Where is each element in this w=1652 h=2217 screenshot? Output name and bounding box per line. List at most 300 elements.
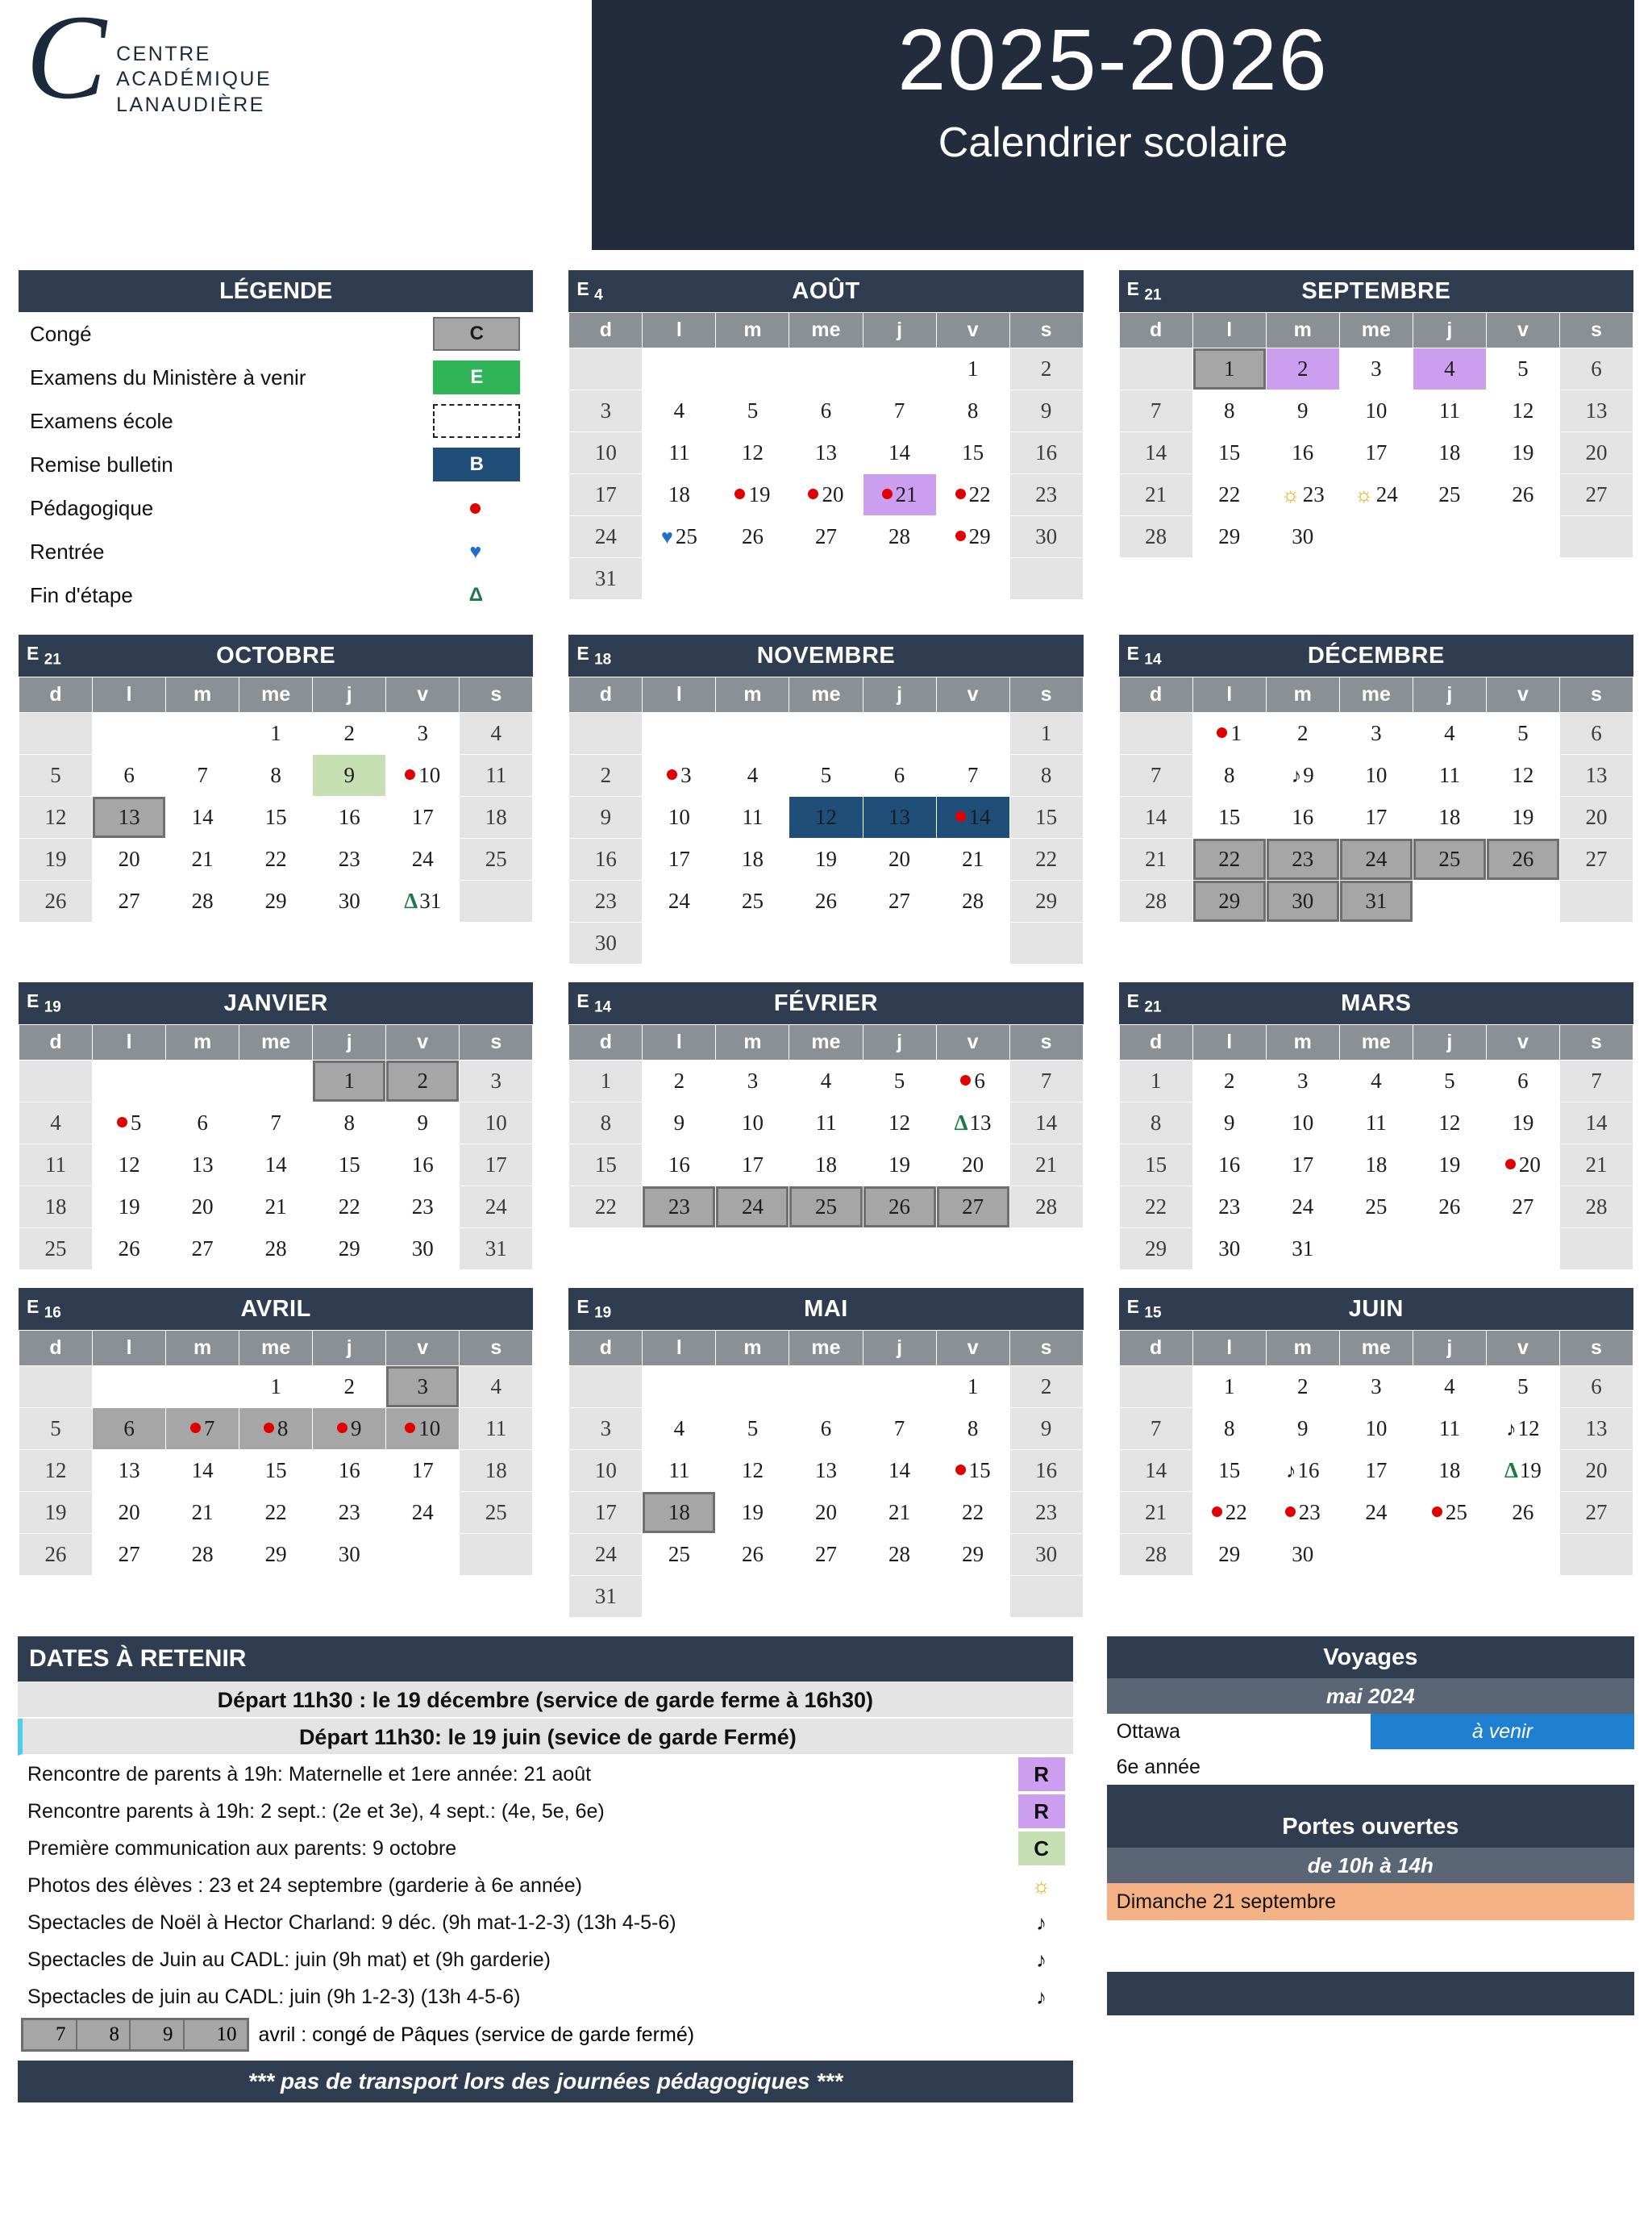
day-cell[interactable] [1559,1492,1633,1534]
day-cell[interactable] [1192,1408,1266,1450]
day-cell[interactable] [313,881,386,923]
day-cell[interactable] [1339,390,1413,432]
day-cell[interactable] [460,1408,533,1450]
day-cell[interactable] [460,839,533,881]
day-cell[interactable] [460,797,533,839]
day-cell[interactable] [1339,1450,1413,1492]
day-cell[interactable] [1339,474,1413,516]
day-cell[interactable] [1266,1408,1339,1450]
day-cell[interactable] [863,1408,936,1450]
day-cell[interactable] [643,516,716,558]
day-cell[interactable] [863,839,936,881]
day-cell[interactable] [1266,713,1339,755]
day-cell[interactable] [1413,432,1486,474]
day-cell[interactable] [1339,755,1413,797]
day-cell[interactable] [313,1102,386,1144]
day-cell[interactable] [863,881,936,923]
day-cell[interactable] [863,1061,936,1102]
day-cell[interactable] [1192,881,1266,923]
day-cell[interactable] [1009,1186,1083,1228]
day-cell[interactable] [1192,432,1266,474]
day-cell[interactable] [1009,797,1083,839]
day-cell[interactable] [1009,432,1083,474]
day-cell[interactable] [936,755,1009,797]
day-cell[interactable] [239,755,313,797]
day-cell[interactable] [313,1450,386,1492]
day-cell[interactable] [1559,713,1633,755]
day-cell[interactable] [1339,1186,1413,1228]
day-cell[interactable] [386,1186,460,1228]
day-cell[interactable] [1119,797,1192,839]
day-cell[interactable] [936,1534,1009,1576]
day-cell[interactable] [1119,1492,1192,1534]
day-cell[interactable] [716,474,789,516]
day-cell[interactable] [239,1408,313,1450]
day-cell[interactable] [569,1102,643,1144]
day-cell[interactable] [1119,1186,1192,1228]
day-cell[interactable] [1119,390,1192,432]
day-cell[interactable] [460,1450,533,1492]
day-cell[interactable] [936,1102,1009,1144]
day-cell[interactable] [1009,1061,1083,1102]
day-cell[interactable] [19,839,93,881]
day-cell[interactable] [863,1450,936,1492]
day-cell[interactable] [1559,1450,1633,1492]
day-cell[interactable] [1009,1144,1083,1186]
day-cell[interactable] [936,1366,1009,1408]
day-cell[interactable] [1486,797,1559,839]
day-cell[interactable] [460,1144,533,1186]
day-cell[interactable] [239,1450,313,1492]
day-cell[interactable] [789,1408,863,1450]
day-cell[interactable] [1413,713,1486,755]
day-cell[interactable] [936,1492,1009,1534]
day-cell[interactable] [166,1186,239,1228]
day-cell[interactable] [1266,1534,1339,1576]
day-cell[interactable] [716,390,789,432]
day-cell[interactable] [789,1061,863,1102]
day-cell[interactable] [863,1186,936,1228]
day-cell[interactable] [863,797,936,839]
day-cell[interactable] [1486,432,1559,474]
day-cell[interactable] [239,1102,313,1144]
day-cell[interactable] [1559,1144,1633,1186]
day-cell[interactable] [93,1408,166,1450]
day-cell[interactable] [1192,1534,1266,1576]
day-cell[interactable] [936,474,1009,516]
day-cell[interactable] [386,1450,460,1492]
day-cell[interactable] [313,1228,386,1270]
day-cell[interactable] [1119,1408,1192,1450]
day-cell[interactable] [643,1450,716,1492]
day-cell[interactable] [1009,1366,1083,1408]
day-cell[interactable] [1266,1492,1339,1534]
day-cell[interactable] [1266,474,1339,516]
day-cell[interactable] [936,1450,1009,1492]
day-cell[interactable] [1266,1186,1339,1228]
day-cell[interactable] [93,1102,166,1144]
day-cell[interactable] [643,839,716,881]
day-cell[interactable] [93,1144,166,1186]
day-cell[interactable] [19,1492,93,1534]
day-cell[interactable] [1486,1450,1559,1492]
day-cell[interactable] [19,1228,93,1270]
day-cell[interactable] [716,755,789,797]
day-cell[interactable] [569,474,643,516]
day-cell[interactable] [1119,432,1192,474]
day-cell[interactable] [1413,1102,1486,1144]
day-cell[interactable] [460,1061,533,1102]
day-cell[interactable] [166,1228,239,1270]
day-cell[interactable] [1486,1186,1559,1228]
day-cell[interactable] [789,797,863,839]
day-cell[interactable] [569,1144,643,1186]
day-cell[interactable] [1192,797,1266,839]
day-cell[interactable] [1119,1534,1192,1576]
day-cell[interactable] [460,1186,533,1228]
day-cell[interactable] [863,516,936,558]
day-cell[interactable] [313,1186,386,1228]
day-cell[interactable] [863,1492,936,1534]
day-cell[interactable] [19,1450,93,1492]
day-cell[interactable] [386,839,460,881]
day-cell[interactable] [1009,390,1083,432]
day-cell[interactable] [93,839,166,881]
day-cell[interactable] [93,1450,166,1492]
day-cell[interactable] [936,432,1009,474]
day-cell[interactable] [313,755,386,797]
day-cell[interactable] [936,797,1009,839]
day-cell[interactable] [643,474,716,516]
day-cell[interactable] [1266,1228,1339,1270]
day-cell[interactable] [313,1408,386,1450]
day-cell[interactable] [1192,1366,1266,1408]
day-cell[interactable] [460,713,533,755]
day-cell[interactable] [1266,1450,1339,1492]
day-cell[interactable] [1413,1408,1486,1450]
day-cell[interactable] [166,1450,239,1492]
day-cell[interactable] [1009,1450,1083,1492]
day-cell[interactable] [1192,390,1266,432]
day-cell[interactable] [19,881,93,923]
day-cell[interactable] [1339,1366,1413,1408]
day-cell[interactable] [1192,1144,1266,1186]
day-cell[interactable] [460,1366,533,1408]
day-cell[interactable] [1559,390,1633,432]
day-cell[interactable] [460,1228,533,1270]
day-cell[interactable] [386,1408,460,1450]
day-cell[interactable] [1192,1228,1266,1270]
day-cell[interactable] [386,1144,460,1186]
day-cell[interactable] [1486,1102,1559,1144]
day-cell[interactable] [643,1408,716,1450]
day-cell[interactable] [643,797,716,839]
day-cell[interactable] [1266,432,1339,474]
day-cell[interactable] [313,1534,386,1576]
day-cell[interactable] [1413,390,1486,432]
day-cell[interactable] [1486,755,1559,797]
day-cell[interactable] [1266,797,1339,839]
day-cell[interactable] [1559,432,1633,474]
day-cell[interactable] [936,1186,1009,1228]
day-cell[interactable] [1009,755,1083,797]
day-cell[interactable] [569,558,643,600]
day-cell[interactable] [386,797,460,839]
day-cell[interactable] [863,474,936,516]
day-cell[interactable] [643,390,716,432]
day-cell[interactable] [789,1450,863,1492]
day-cell[interactable] [239,1186,313,1228]
day-cell[interactable] [1119,516,1192,558]
day-cell[interactable] [1266,1061,1339,1102]
day-cell[interactable] [789,1102,863,1144]
day-cell[interactable] [166,1102,239,1144]
day-cell[interactable] [1339,839,1413,881]
day-cell[interactable] [1413,1144,1486,1186]
day-cell[interactable] [313,839,386,881]
day-cell[interactable] [93,1186,166,1228]
day-cell[interactable] [1559,1366,1633,1408]
day-cell[interactable] [1192,1061,1266,1102]
day-cell[interactable] [569,839,643,881]
day-cell[interactable] [313,1061,386,1102]
day-cell[interactable] [1009,839,1083,881]
day-cell[interactable] [863,390,936,432]
day-cell[interactable] [239,839,313,881]
day-cell[interactable] [1486,1408,1559,1450]
day-cell[interactable] [239,797,313,839]
day-cell[interactable] [19,1144,93,1186]
day-cell[interactable] [1009,1102,1083,1144]
day-cell[interactable] [716,797,789,839]
day-cell[interactable] [863,1102,936,1144]
day-cell[interactable] [936,881,1009,923]
day-cell[interactable] [1119,1061,1192,1102]
day-cell[interactable] [716,839,789,881]
day-cell[interactable] [1266,516,1339,558]
day-cell[interactable] [1266,881,1339,923]
day-cell[interactable] [569,1450,643,1492]
day-cell[interactable] [460,755,533,797]
day-cell[interactable] [1119,1450,1192,1492]
day-cell[interactable] [1486,390,1559,432]
day-cell[interactable] [789,390,863,432]
day-cell[interactable] [1413,474,1486,516]
day-cell[interactable] [1486,713,1559,755]
day-cell[interactable] [789,881,863,923]
day-cell[interactable] [93,755,166,797]
day-cell[interactable] [569,881,643,923]
day-cell[interactable] [1413,1366,1486,1408]
day-cell[interactable] [1009,1492,1083,1534]
day-cell[interactable] [386,1228,460,1270]
day-cell[interactable] [1119,1228,1192,1270]
day-cell[interactable] [789,1534,863,1576]
day-cell[interactable] [1009,516,1083,558]
day-cell[interactable] [1119,1144,1192,1186]
day-cell[interactable] [1266,1102,1339,1144]
day-cell[interactable] [1413,1492,1486,1534]
day-cell[interactable] [716,1408,789,1450]
day-cell[interactable] [166,1492,239,1534]
day-cell[interactable] [166,881,239,923]
day-cell[interactable] [386,1102,460,1144]
day-cell[interactable] [1559,1102,1633,1144]
day-cell[interactable] [1413,1186,1486,1228]
day-cell[interactable] [1486,1492,1559,1534]
day-cell[interactable] [386,755,460,797]
day-cell[interactable] [93,1534,166,1576]
day-cell[interactable] [1266,1144,1339,1186]
day-cell[interactable] [716,516,789,558]
day-cell[interactable] [643,1492,716,1534]
day-cell[interactable] [1192,755,1266,797]
day-cell[interactable] [936,839,1009,881]
day-cell[interactable] [239,1534,313,1576]
day-cell[interactable] [386,1061,460,1102]
day-cell[interactable] [166,755,239,797]
day-cell[interactable] [1119,474,1192,516]
day-cell[interactable] [789,1492,863,1534]
day-cell[interactable] [716,1061,789,1102]
day-cell[interactable] [386,1366,460,1408]
day-cell[interactable] [1339,1102,1413,1144]
day-cell[interactable] [1119,881,1192,923]
day-cell[interactable] [93,1492,166,1534]
day-cell[interactable] [1192,1102,1266,1144]
day-cell[interactable] [789,432,863,474]
day-cell[interactable] [1192,348,1266,390]
day-cell[interactable] [1192,1492,1266,1534]
day-cell[interactable] [569,516,643,558]
day-cell[interactable] [1009,474,1083,516]
day-cell[interactable] [863,755,936,797]
day-cell[interactable] [789,755,863,797]
day-cell[interactable] [239,713,313,755]
day-cell[interactable] [1339,1061,1413,1102]
day-cell[interactable] [936,1061,1009,1102]
day-cell[interactable] [1559,1061,1633,1102]
day-cell[interactable] [1339,348,1413,390]
day-cell[interactable] [1339,432,1413,474]
day-cell[interactable] [1192,1450,1266,1492]
day-cell[interactable] [716,1450,789,1492]
day-cell[interactable] [93,1228,166,1270]
day-cell[interactable] [313,1144,386,1186]
day-cell[interactable] [1486,1366,1559,1408]
day-cell[interactable] [166,839,239,881]
day-cell[interactable] [1559,474,1633,516]
day-cell[interactable] [643,1061,716,1102]
day-cell[interactable] [569,923,643,965]
day-cell[interactable] [569,797,643,839]
day-cell[interactable] [239,881,313,923]
day-cell[interactable] [93,797,166,839]
day-cell[interactable] [789,1186,863,1228]
day-cell[interactable] [716,1144,789,1186]
day-cell[interactable] [386,713,460,755]
day-cell[interactable] [936,1408,1009,1450]
day-cell[interactable] [569,1408,643,1450]
day-cell[interactable] [239,1144,313,1186]
day-cell[interactable] [19,1102,93,1144]
day-cell[interactable] [1339,1144,1413,1186]
day-cell[interactable] [1192,1186,1266,1228]
day-cell[interactable] [1413,755,1486,797]
day-cell[interactable] [643,755,716,797]
day-cell[interactable] [1339,797,1413,839]
day-cell[interactable] [936,348,1009,390]
day-cell[interactable] [239,1228,313,1270]
day-cell[interactable] [19,1534,93,1576]
day-cell[interactable] [166,1408,239,1450]
day-cell[interactable] [1486,839,1559,881]
day-cell[interactable] [1192,713,1266,755]
day-cell[interactable] [313,1492,386,1534]
day-cell[interactable] [313,797,386,839]
day-cell[interactable] [569,432,643,474]
day-cell[interactable] [789,1144,863,1186]
day-cell[interactable] [643,1144,716,1186]
day-cell[interactable] [643,1186,716,1228]
day-cell[interactable] [1266,1366,1339,1408]
day-cell[interactable] [569,1061,643,1102]
day-cell[interactable] [716,881,789,923]
day-cell[interactable] [789,516,863,558]
day-cell[interactable] [1486,1061,1559,1102]
day-cell[interactable] [1339,713,1413,755]
day-cell[interactable] [1009,1408,1083,1450]
day-cell[interactable] [1266,348,1339,390]
day-cell[interactable] [93,881,166,923]
day-cell[interactable] [716,1492,789,1534]
day-cell[interactable] [166,1534,239,1576]
day-cell[interactable] [386,1492,460,1534]
day-cell[interactable] [716,1186,789,1228]
day-cell[interactable] [569,1576,643,1618]
day-cell[interactable] [569,755,643,797]
day-cell[interactable] [1559,755,1633,797]
day-cell[interactable] [1192,516,1266,558]
day-cell[interactable] [1009,1534,1083,1576]
day-cell[interactable] [313,1366,386,1408]
day-cell[interactable] [789,474,863,516]
day-cell[interactable] [1266,755,1339,797]
day-cell[interactable] [1009,348,1083,390]
day-cell[interactable] [643,881,716,923]
day-cell[interactable] [313,713,386,755]
day-cell[interactable] [1559,348,1633,390]
day-cell[interactable] [863,1144,936,1186]
day-cell[interactable] [569,1186,643,1228]
day-cell[interactable] [19,1408,93,1450]
day-cell[interactable] [1339,881,1413,923]
day-cell[interactable] [1009,881,1083,923]
day-cell[interactable] [166,1144,239,1186]
day-cell[interactable] [936,516,1009,558]
day-cell[interactable] [789,839,863,881]
day-cell[interactable] [1413,1061,1486,1102]
day-cell[interactable] [569,1534,643,1576]
day-cell[interactable] [1413,797,1486,839]
day-cell[interactable] [239,1492,313,1534]
day-cell[interactable] [1192,839,1266,881]
day-cell[interactable] [1266,390,1339,432]
day-cell[interactable] [1559,1186,1633,1228]
day-cell[interactable] [569,1492,643,1534]
day-cell[interactable] [1009,713,1083,755]
day-cell[interactable] [863,432,936,474]
